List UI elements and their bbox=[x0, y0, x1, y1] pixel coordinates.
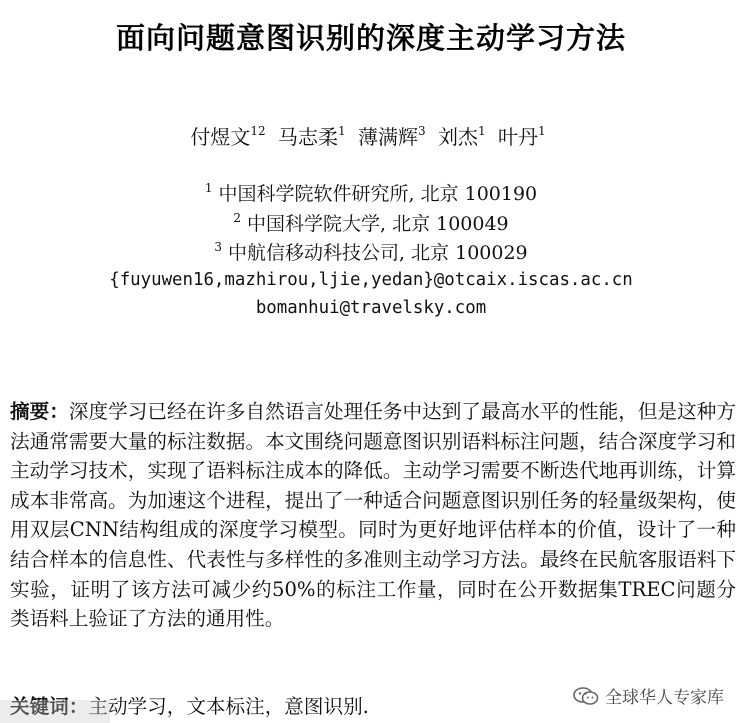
email-line: {fuyuwen16,mazhirou,ljie,yedan}@otcaix.iscas.ac.cn bbox=[109, 270, 633, 290]
watermark-text: 全球华人专家库 bbox=[605, 688, 724, 708]
keywords-label: 关键词： bbox=[10, 695, 89, 718]
abstract-text: 深度学习已经在许多自然语言处理任务中达到了最高水平的性能，但是这种方法通常需要大量的标注数据。本文围绕问题意图识别语料标注问题，结合深度学习和主动学习技术，实现了语料标注成本的降低。主动学习需要不断迭代地再训练，计算成本非常高。为加速这个进程，提出了一种适合问题意图识别任务的轻量级架构，使用双层CNN结构组成的深度学习模型。同时为更好地评估样本的价值，设计了一种结合样本的信息性、代表性与多样性的多准则主动学习方法。最终在民航客服语料下实验，证明了该方法可减少约50%的标注工作量，同时在公开数据集TREC问题分类语料上验证了方法的通用性。 bbox=[10, 400, 737, 631]
author-list bbox=[0, 121, 742, 150]
affiliation: $^3$ 中航信移动科技公司, 北京 100029 bbox=[214, 240, 528, 264]
watermark bbox=[567, 681, 730, 710]
wechat-icon bbox=[573, 686, 599, 706]
keywords-text: 主动学习，文本标注，意图识别. bbox=[88, 695, 369, 718]
abstract bbox=[10, 397, 736, 634]
paper-title: 面向问题意图识别的深度主动学习方法 bbox=[115, 21, 626, 55]
author: 付煜文$^{12}$ bbox=[190, 124, 266, 149]
abstract-label: 摘要： bbox=[10, 400, 69, 423]
author: 薄满辉$^3$ bbox=[358, 124, 426, 149]
corner-overlay bbox=[0, 700, 110, 723]
author: 叶丹$^1$ bbox=[498, 124, 546, 149]
email-line: bomanhui@travelsky.com bbox=[255, 298, 487, 318]
author: 马志柔$^1$ bbox=[278, 124, 346, 149]
author: 刘杰$^1$ bbox=[438, 124, 486, 149]
affiliation: $^2$ 中国科学院大学, 北京 100049 bbox=[233, 211, 509, 235]
affiliation: $^1$ 中国科学院软件研究所, 北京 100190 bbox=[204, 181, 538, 205]
